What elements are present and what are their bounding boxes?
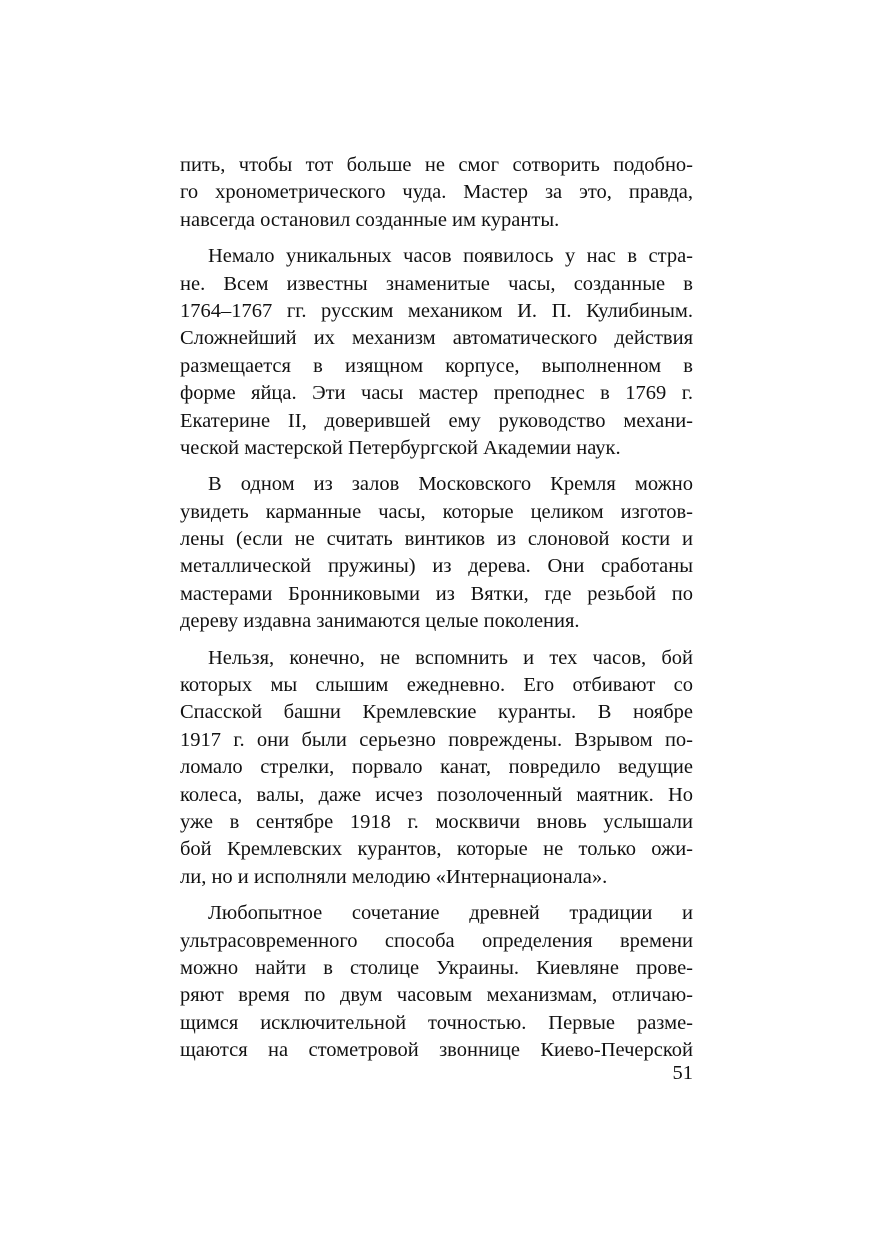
text-line: дереву издавна занимаются целые поколения. — [180, 610, 580, 633]
text-line: 1917 г. они были серьезно повреждены. Взрывом по- — [180, 728, 693, 751]
paragraph-1 — [180, 152, 693, 234]
paragraph-2 — [180, 243, 693, 462]
page-number: 51 — [672, 1062, 693, 1084]
text-line: щаются на стометровой звоннице Киево-Печерской — [180, 1039, 693, 1062]
text-line: го хронометрического чуда. Мастер за это, правда, — [180, 181, 693, 204]
text-line: Нельзя, конечно, не вспомнить и тех часов, бой — [208, 646, 693, 669]
text-line: форме яйца. Эти часы мастер преподнес в 1769 г. — [180, 382, 693, 405]
text-line: колеса, валы, даже исчез позолоченный маятник. Но — [180, 783, 693, 806]
text-line: металлической пружины) из дерева. Они сработаны — [180, 555, 693, 578]
text-line: 1764–1767 гг. русским механиком И. П. Кулибиным. — [180, 299, 693, 322]
paragraph-gap — [180, 891, 693, 900]
text-line: ческой мастерской Петербургской Академии наук. — [180, 436, 621, 459]
text-line: которых мы слышим ежедневно. Его отбивают со — [180, 674, 693, 697]
text-line: ряют время по двум часовым механизмам, отличаю- — [180, 984, 693, 1007]
paragraph-gap — [180, 636, 693, 645]
text-line: Немало уникальных часов появилось у нас в стра- — [208, 245, 693, 268]
paragraph-5 — [180, 900, 693, 1064]
text-line: Сложнейший их механизм автоматического действия — [180, 327, 693, 350]
text-line: можно найти в столице Украины. Киевляне прове- — [180, 956, 693, 979]
text-line: увидеть карманные часы, которые целиком изготов- — [180, 500, 693, 523]
text-line: размещается в изящном корпусе, выполненном в — [180, 354, 693, 377]
text-line: не. Всем известны знаменитые часы, созданные в — [180, 272, 693, 295]
text-line: мастерами Бронниковыми из Вятки, где резьбой по — [180, 582, 693, 605]
paragraph-4 — [180, 645, 693, 892]
paragraph-gap — [180, 462, 693, 471]
text-line: уже в сентябре 1918 г. москвичи вновь услышали — [180, 810, 693, 833]
text-line: ли, но и исполняли мелодию «Интернационала». — [180, 865, 608, 888]
text-line: Екатерине II, доверившей ему руководство механи- — [180, 409, 693, 432]
text-line: бой Кремлевских курантов, которые не только ожи- — [180, 838, 693, 861]
text-line: Любопытное сочетание древней традиции и — [208, 902, 693, 925]
text-line: пить, чтобы тот больше не смог сотворить подобно- — [180, 154, 693, 176]
text-line: навсегда остановил созданные им куранты. — [180, 208, 560, 231]
body-text — [180, 152, 693, 1065]
text-line: В одном из залов Московского Кремля можно — [208, 473, 693, 496]
text-line: ломало стрелки, порвало канат, повредило ведущие — [180, 756, 693, 779]
text-line: щимся исключительной точностью. Первые разме- — [180, 1011, 693, 1034]
text-line: лены (если не считать винтиков из слоновой кости и — [180, 528, 693, 551]
text-line: Спасской башни Кремлевские куранты. В ноябре — [180, 701, 693, 724]
text-line: ультрасовременного способа определения времени — [180, 929, 693, 952]
paragraph-3 — [180, 471, 693, 635]
paragraph-gap — [180, 234, 693, 243]
